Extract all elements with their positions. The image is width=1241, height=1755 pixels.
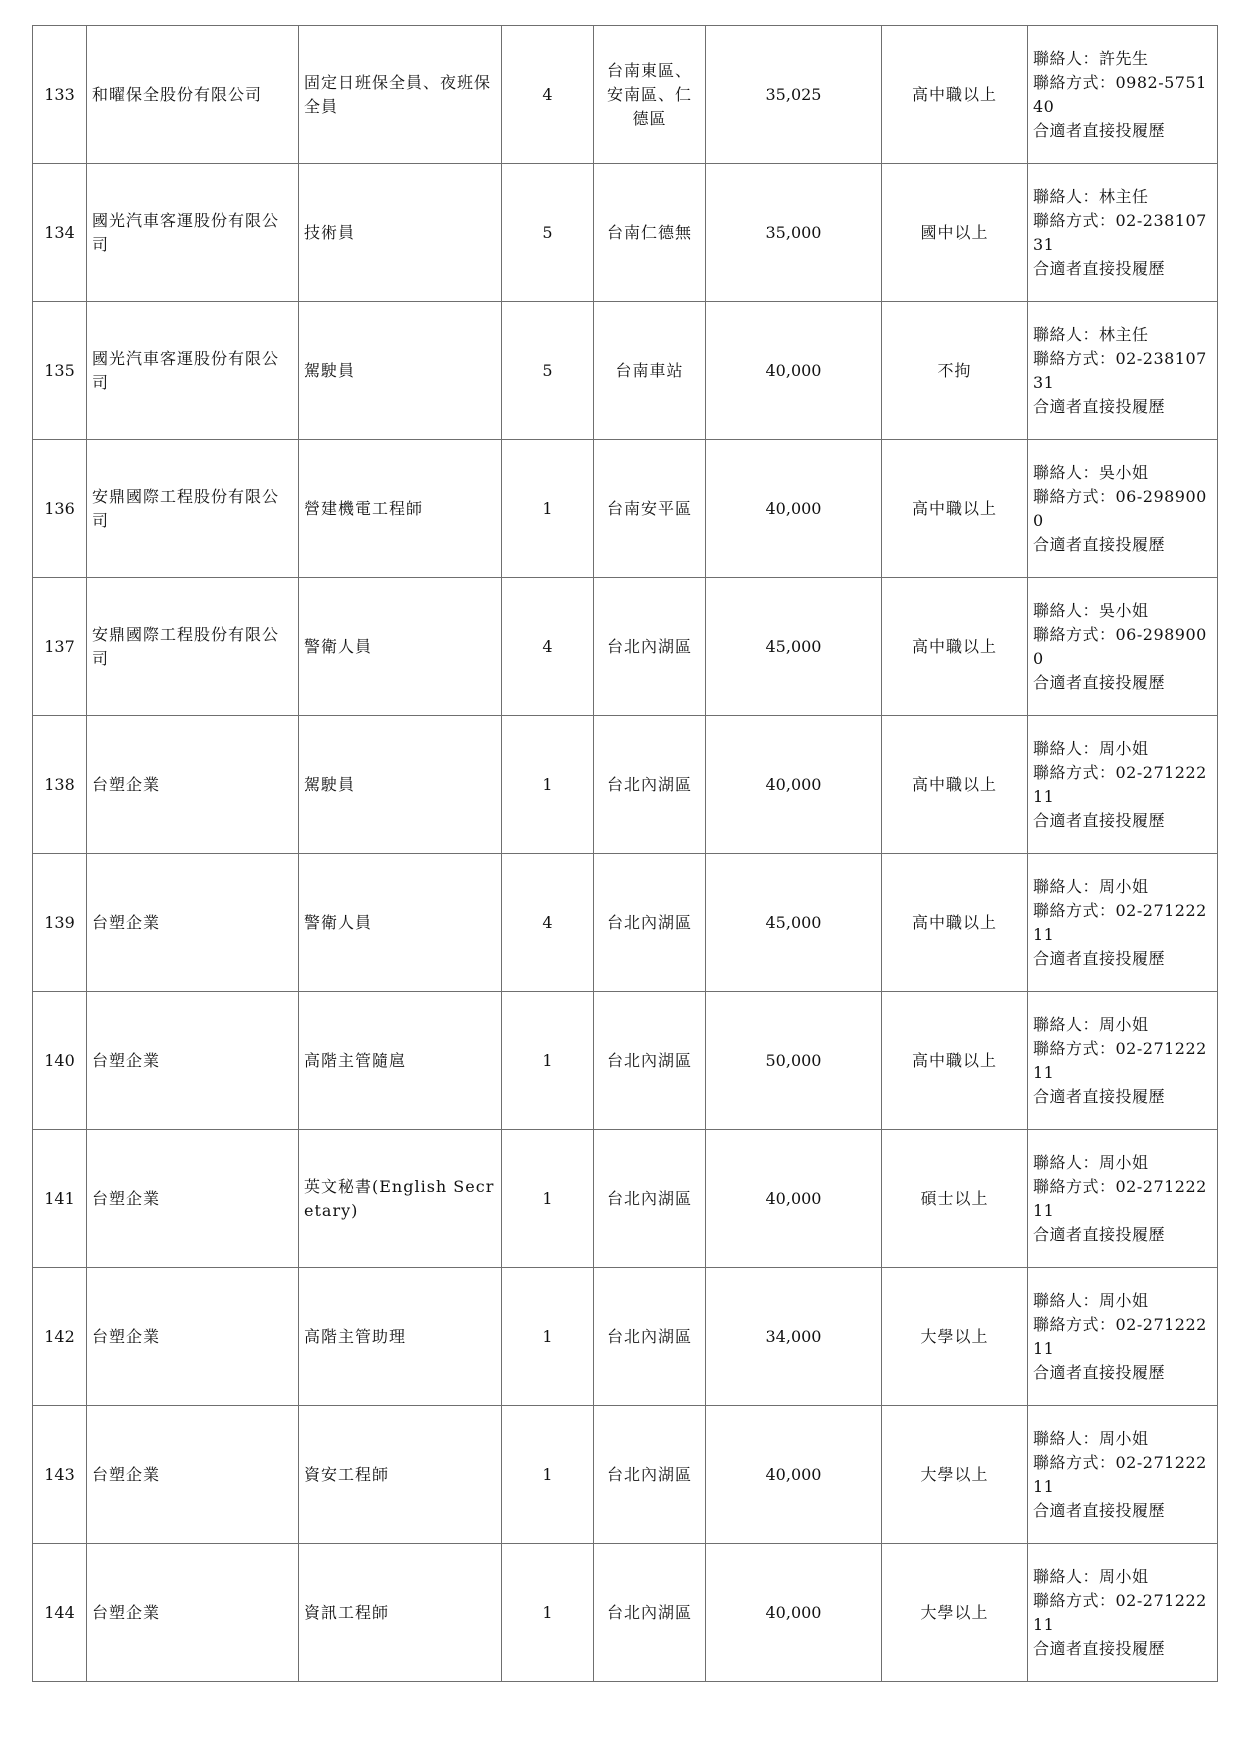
openings-count: 1 [502,1268,594,1406]
contact-info [1028,1268,1218,1406]
contact-method: 聯絡方式：02-27122211 [1033,900,1207,944]
openings-count: 4 [502,854,594,992]
contact-method: 聯絡方式：02-27122211 [1033,1176,1207,1220]
openings-count: 1 [502,716,594,854]
table-row [33,164,1218,302]
contact-note: 合適者直接投履歷 [1033,396,1166,416]
salary: 50,000 [706,992,882,1130]
work-area: 台北內湖區 [594,1544,706,1682]
job-title: 高階主管助理 [299,1268,502,1406]
contact-note: 合適者直接投履歷 [1033,1638,1166,1658]
work-area: 台南安平區 [594,440,706,578]
contact-note: 合適者直接投履歷 [1033,948,1166,968]
work-area: 台北內湖區 [594,1130,706,1268]
row-number: 142 [33,1268,87,1406]
salary: 45,000 [706,854,882,992]
contact-info [1028,854,1218,992]
contact-info [1028,578,1218,716]
row-number: 144 [33,1544,87,1682]
contact-person: 聯絡人：周小姐 [1033,1014,1149,1034]
contact-person: 聯絡人：吳小姐 [1033,600,1149,620]
job-title: 資安工程師 [299,1406,502,1544]
table-row [33,1268,1218,1406]
contact-note: 合適者直接投履歷 [1033,534,1166,554]
openings-count: 1 [502,992,594,1130]
openings-count: 1 [502,440,594,578]
job-listing-table [32,25,1218,1682]
contact-info [1028,440,1218,578]
job-title: 英文秘書(English Secretary) [299,1130,502,1268]
contact-info [1028,26,1218,164]
company-name: 台塑企業 [87,1268,299,1406]
salary: 40,000 [706,1406,882,1544]
contact-note: 合適者直接投履歷 [1033,120,1166,140]
contact-person: 聯絡人：周小姐 [1033,876,1149,896]
contact-info [1028,1544,1218,1682]
company-name: 安鼎國際工程股份有限公司 [87,440,299,578]
row-number: 140 [33,992,87,1130]
contact-method: 聯絡方式：02-27122211 [1033,1038,1207,1082]
contact-person: 聯絡人：許先生 [1033,48,1149,68]
job-title: 技術員 [299,164,502,302]
education-requirement: 大學以上 [882,1544,1028,1682]
work-area: 台北內湖區 [594,716,706,854]
table-row [33,716,1218,854]
contact-info [1028,164,1218,302]
salary: 40,000 [706,302,882,440]
contact-person: 聯絡人：林主任 [1033,324,1149,344]
contact-method: 聯絡方式：02-27122211 [1033,1452,1207,1496]
education-requirement: 碩士以上 [882,1130,1028,1268]
education-requirement: 高中職以上 [882,578,1028,716]
openings-count: 5 [502,164,594,302]
work-area: 台北內湖區 [594,578,706,716]
salary: 40,000 [706,440,882,578]
contact-method: 聯絡方式：02-27122211 [1033,1590,1207,1634]
contact-person: 聯絡人：周小姐 [1033,738,1149,758]
table-row [33,1406,1218,1544]
education-requirement: 高中職以上 [882,716,1028,854]
contact-method: 聯絡方式：06-2989000 [1033,624,1207,668]
openings-count: 1 [502,1130,594,1268]
salary: 40,000 [706,1544,882,1682]
row-number: 133 [33,26,87,164]
contact-note: 合適者直接投履歷 [1033,672,1166,692]
openings-count: 4 [502,578,594,716]
contact-info [1028,1130,1218,1268]
education-requirement: 不拘 [882,302,1028,440]
contact-note: 合適者直接投履歷 [1033,258,1166,278]
company-name: 台塑企業 [87,992,299,1130]
job-title: 警衛人員 [299,854,502,992]
contact-person: 聯絡人：周小姐 [1033,1566,1149,1586]
salary: 35,000 [706,164,882,302]
work-area: 台北內湖區 [594,1406,706,1544]
work-area: 台北內湖區 [594,854,706,992]
openings-count: 4 [502,26,594,164]
table-row [33,1544,1218,1682]
row-number: 139 [33,854,87,992]
openings-count: 5 [502,302,594,440]
work-area: 台北內湖區 [594,992,706,1130]
job-title: 營建機電工程師 [299,440,502,578]
job-title: 駕駛員 [299,716,502,854]
table-row [33,578,1218,716]
education-requirement: 高中職以上 [882,440,1028,578]
row-number: 141 [33,1130,87,1268]
row-number: 137 [33,578,87,716]
work-area: 台南東區、安南區、仁德區 [594,26,706,164]
contact-info [1028,992,1218,1130]
contact-note: 合適者直接投履歷 [1033,1224,1166,1244]
contact-method: 聯絡方式：02-27122211 [1033,762,1207,806]
company-name: 台塑企業 [87,854,299,992]
education-requirement: 國中以上 [882,164,1028,302]
contact-person: 聯絡人：周小姐 [1033,1290,1149,1310]
contact-method: 聯絡方式：06-2989000 [1033,486,1207,530]
contact-info [1028,716,1218,854]
table-row [33,992,1218,1130]
contact-method: 聯絡方式：0982-575140 [1033,72,1207,116]
table-body [33,26,1218,1682]
education-requirement: 高中職以上 [882,854,1028,992]
row-number: 134 [33,164,87,302]
contact-person: 聯絡人：周小姐 [1033,1428,1149,1448]
contact-method: 聯絡方式：02-27122211 [1033,1314,1207,1358]
job-title: 駕駛員 [299,302,502,440]
openings-count: 1 [502,1544,594,1682]
education-requirement: 高中職以上 [882,992,1028,1130]
company-name: 台塑企業 [87,1406,299,1544]
salary: 45,000 [706,578,882,716]
education-requirement: 高中職以上 [882,26,1028,164]
contact-note: 合適者直接投履歷 [1033,810,1166,830]
table-row [33,26,1218,164]
work-area: 台南車站 [594,302,706,440]
contact-note: 合適者直接投履歷 [1033,1362,1166,1382]
company-name: 國光汽車客運股份有限公司 [87,164,299,302]
contact-person: 聯絡人：周小姐 [1033,1152,1149,1172]
row-number: 136 [33,440,87,578]
company-name: 台塑企業 [87,1130,299,1268]
contact-note: 合適者直接投履歷 [1033,1500,1166,1520]
job-title: 警衛人員 [299,578,502,716]
company-name: 和曜保全股份有限公司 [87,26,299,164]
company-name: 台塑企業 [87,716,299,854]
openings-count: 1 [502,1406,594,1544]
contact-method: 聯絡方式：02-23810731 [1033,348,1207,392]
salary: 34,000 [706,1268,882,1406]
contact-method: 聯絡方式：02-23810731 [1033,210,1207,254]
contact-note: 合適者直接投履歷 [1033,1086,1166,1106]
row-number: 135 [33,302,87,440]
salary: 35,025 [706,26,882,164]
company-name: 台塑企業 [87,1544,299,1682]
row-number: 138 [33,716,87,854]
work-area: 台南仁德無 [594,164,706,302]
table-row [33,854,1218,992]
job-title: 高階主管隨扈 [299,992,502,1130]
salary: 40,000 [706,716,882,854]
contact-info [1028,1406,1218,1544]
salary: 40,000 [706,1130,882,1268]
job-title: 固定日班保全員、夜班保全員 [299,26,502,164]
work-area: 台北內湖區 [594,1268,706,1406]
row-number: 143 [33,1406,87,1544]
table-row [33,440,1218,578]
table-row [33,302,1218,440]
education-requirement: 大學以上 [882,1406,1028,1544]
company-name: 安鼎國際工程股份有限公司 [87,578,299,716]
company-name: 國光汽車客運股份有限公司 [87,302,299,440]
contact-person: 聯絡人：吳小姐 [1033,462,1149,482]
education-requirement: 大學以上 [882,1268,1028,1406]
contact-info [1028,302,1218,440]
table-row [33,1130,1218,1268]
contact-person: 聯絡人：林主任 [1033,186,1149,206]
job-title: 資訊工程師 [299,1544,502,1682]
